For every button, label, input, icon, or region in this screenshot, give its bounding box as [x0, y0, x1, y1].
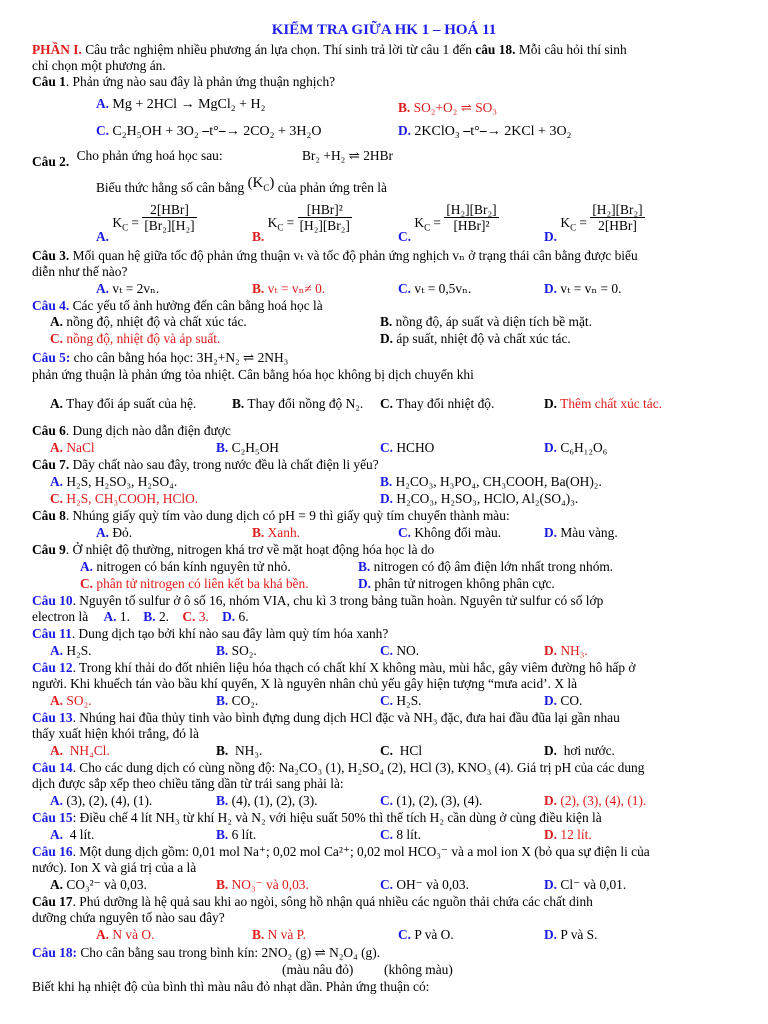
q4-stem: Các yếu tố ảnh hưởng đến cân bằng hoá học là — [69, 298, 323, 313]
letter: B. — [216, 440, 229, 455]
q11-option-d[interactable] — [544, 643, 588, 658]
option-text: (4), (1), (2), (3). — [231, 793, 318, 808]
option-text: H₂S, H₂SO₃, H₂SO₄. — [66, 474, 178, 489]
q1-option-a[interactable] — [96, 96, 266, 112]
question-7 — [32, 457, 379, 472]
kc-symbol: $(K_C)$ — [247, 175, 275, 193]
question-1 — [32, 74, 335, 89]
letter: D. — [544, 281, 558, 296]
q9-option-b[interactable] — [358, 559, 613, 574]
letter: C. — [380, 693, 394, 708]
letter: A. — [50, 743, 64, 758]
option-text: SO₂. — [231, 643, 257, 658]
q5-option-c[interactable] — [380, 396, 494, 411]
q6-option-c[interactable] — [380, 440, 434, 455]
option-text: hơi nước. — [563, 743, 615, 758]
q14-option-a[interactable] — [50, 793, 152, 808]
letter: A. — [50, 693, 64, 708]
option-text: 6 lít. — [231, 827, 257, 842]
letter: A. — [50, 827, 64, 842]
q10-stem: . Nguyên tố sulfur ở ô số 16, nhóm VIA, chu kì 3 trong bảng tuần hoàn. Nguyên tử sulfur có số lớp — [72, 593, 604, 608]
question-17 — [32, 894, 593, 909]
q7-option-b[interactable] — [380, 474, 602, 489]
q2-line2 — [96, 175, 387, 201]
option-text: P và O. — [414, 927, 454, 942]
option-text: phân tử nitrogen có liên kết ba khá bền. — [96, 576, 309, 591]
option-text: Thay đổi áp suất của hệ. — [66, 396, 197, 411]
option-text: 8 lít. — [396, 827, 421, 842]
letter: B. — [380, 474, 393, 489]
letter: B. — [252, 228, 265, 244]
option-text: 6. — [238, 609, 249, 624]
letter: A. — [50, 877, 64, 892]
q18-stem-2: Biết khi hạ nhiệt độ của bình thì màu nâu đỏ nhạt dần. Phản ứng thuận có: — [32, 979, 430, 994]
option-text: 1. — [119, 609, 130, 624]
fraction: $\frac{\text{[HBr]²}}{\text{[H₂][Br₂]}}$ — [299, 202, 350, 233]
option-text: Cl⁻ và 0,01. — [560, 877, 627, 892]
letter: A. — [80, 559, 94, 574]
question-2 — [32, 148, 223, 169]
letter: B. — [252, 927, 265, 942]
q4-option-a[interactable] — [50, 314, 247, 329]
question-4 — [32, 298, 323, 313]
q11-option-c[interactable] — [380, 643, 419, 658]
q4-option-c[interactable] — [50, 331, 220, 346]
letter: C. — [380, 440, 394, 455]
q10-line-2 — [32, 609, 249, 624]
q4-option-b[interactable] — [380, 314, 592, 329]
q14-option-d[interactable] — [544, 793, 646, 808]
letter: A. — [96, 927, 110, 942]
letter: D. — [544, 743, 558, 758]
q16-stem: . Một dung dịch gồm: 0,01 mol Na⁺; 0,02 mol Ca²⁺; 0,02 mol HCO₃⁻ và a mol ion X (bỏ qua sự điện li của — [72, 844, 650, 859]
fraction: $\frac{\text{[H₂][Br₂]}}{\text{2[HBr]}}$ — [592, 202, 643, 233]
kc-label: $K_C$ = — [267, 214, 295, 233]
letter: A. — [96, 228, 110, 244]
q6-option-d[interactable] — [544, 440, 607, 455]
question-12 — [32, 660, 635, 675]
q5-stem: cho cân bằng hóa học: 3H₂+N₂ ⇌ 2NH₃ — [70, 350, 289, 365]
q14-stem: . Cho các dung dịch có cùng nồng độ: Na₂CO₃ (1), H₂SO₄ (2), HCl (3), KNO₃ (4). Giá trị pH của các dung — [72, 760, 645, 775]
q2-equation: Br₂ +H₂ ⇌ 2HBr — [302, 148, 393, 163]
q3-stem: Mối quan hệ giữa tốc độ phản ứng thuận vₜ và tốc độ phản ứng nghịch vₙ ở trạng thái cân bằng được biểu — [69, 248, 638, 263]
letter: B. — [216, 877, 229, 892]
option-text: HCl — [399, 743, 423, 758]
option-text: NH₄Cl. — [69, 743, 110, 758]
q18-note-2: (không màu) — [384, 962, 453, 977]
letter: C. — [380, 793, 394, 808]
q10-option-a[interactable] — [104, 609, 130, 624]
option-text: H₂S. — [66, 643, 92, 658]
option-text: C₂H₅OH — [231, 440, 279, 455]
option-text: vₜ = vₙ = 0. — [560, 281, 622, 296]
q8-option-c[interactable] — [398, 525, 501, 540]
q15-option-d[interactable] — [544, 827, 592, 842]
letter: D. — [544, 525, 558, 540]
q5-stem-2: phản ứng thuận là phản ứng tỏa nhiệt. Cân bằng hóa học không bị dịch chuyển khi — [32, 367, 474, 382]
option-text: N và O. — [112, 927, 155, 942]
option-text: nồng độ, nhiệt độ và chất xúc tác. — [66, 314, 247, 329]
option-text: CO₃²⁻ và 0,03. — [66, 877, 147, 892]
option-text: Thay đổi nồng độ N₂. — [247, 396, 364, 411]
option-text: H₂S. — [396, 693, 422, 708]
letter: A. — [50, 793, 64, 808]
intro-text2: Mỗi câu hỏi thí sinh — [515, 42, 627, 57]
q4-option-d[interactable] — [380, 331, 571, 346]
q15-number: Câu 15 — [32, 810, 73, 825]
option-text: C₂H₅OH + 3O₂ ⎯t°⎯→ 2CO₂ + 3H₂O — [112, 124, 322, 139]
option-text: CO₂. — [231, 693, 259, 708]
q3-number: Câu 3. — [32, 248, 70, 263]
letter: D. — [398, 123, 412, 138]
letter: D. — [358, 576, 372, 591]
option-text: NH₃. — [560, 643, 588, 658]
option-text: áp suất, nhiệt độ và chất xúc tác. — [396, 331, 571, 346]
q11-option-a[interactable] — [50, 643, 92, 658]
q10-option-d[interactable] — [222, 609, 248, 624]
letter: A. — [50, 396, 64, 411]
q15-option-c[interactable] — [380, 827, 421, 842]
q4-number: Câu 4. — [32, 298, 70, 313]
letter: D. — [544, 228, 558, 244]
q12-option-d[interactable] — [544, 693, 582, 708]
option-text: Xanh. — [267, 525, 300, 540]
letter: B. — [216, 827, 229, 842]
letter: C. — [50, 491, 64, 506]
q14-option-c[interactable] — [380, 793, 482, 808]
q13-number: Câu 13 — [32, 710, 73, 725]
letter: D. — [544, 877, 558, 892]
option-text: CO. — [560, 693, 583, 708]
fraction: $\frac{\text{2[HBr]}}{\text{[Br₂][H₂]}}$ — [144, 202, 195, 233]
q18-stem: Cho cân bằng sau trong bình kín: 2NO₂ (g) ⇌ N₂O₄ (g). — [77, 945, 381, 960]
option-text: phân tử nitrogen không phân cực. — [374, 576, 555, 591]
option-text: vₜ = 2vₙ. — [112, 281, 160, 296]
question-15 — [32, 810, 602, 825]
q14-option-b[interactable] — [216, 793, 318, 808]
q7-option-c[interactable] — [50, 491, 198, 506]
q9-option-c[interactable] — [80, 576, 309, 591]
letter: D. — [222, 609, 236, 624]
q6-stem: . Dung dịch nào dẫn điện được — [65, 423, 231, 438]
q3-option-d[interactable] — [544, 281, 621, 296]
letter: A. — [103, 609, 117, 624]
letter: C. — [380, 877, 394, 892]
option-text: SO₂+O₂ ⇌ SO₃ — [413, 100, 498, 115]
q5-option-d[interactable] — [544, 396, 662, 411]
letter: A. — [50, 440, 64, 455]
q16-number: Câu 16 — [32, 844, 73, 859]
letter: B. — [232, 396, 245, 411]
option-text: C₆H₁₂O₆ — [560, 440, 608, 455]
letter: D. — [380, 491, 394, 506]
q17-stem: . Phú dưỡng là hệ quả sau khi ao ngòi, sông hồ nhận quá nhiều các nguồn thải chứa các chất dinh — [72, 894, 593, 909]
option-text: Thêm chất xúc tác. — [560, 396, 663, 411]
q2-option-c[interactable] — [398, 202, 499, 244]
q6-number: Câu 6 — [32, 423, 66, 438]
q16-option-c[interactable] — [380, 877, 469, 892]
q12-option-c[interactable] — [380, 693, 422, 708]
letter: A. — [50, 314, 64, 329]
question-5 — [32, 350, 288, 365]
q6-option-b[interactable] — [216, 440, 279, 455]
q13-option-d[interactable] — [544, 743, 615, 758]
q14-number: Câu 14 — [32, 760, 73, 775]
q13-stem-2: thấy xuất hiện khói trắng, đó là — [32, 726, 199, 741]
q2-text: Biểu thức hằng số cân bằng — [96, 180, 245, 195]
q6-option-a[interactable] — [50, 440, 95, 455]
option-text: 4 lít. — [69, 827, 95, 842]
letter: C. — [380, 743, 394, 758]
option-text: Màu vàng. — [560, 525, 618, 540]
q8-stem: . Nhúng giấy quỳ tím vào dung dịch có pH = 9 thì giấy quỳ tím chuyển thành màu: — [65, 508, 510, 523]
letter: C. — [398, 228, 412, 244]
q11-option-b[interactable] — [216, 643, 257, 658]
option-text: NaCl — [66, 440, 95, 455]
q2-number: Câu 2. — [32, 154, 70, 169]
q7-option-a[interactable] — [50, 474, 177, 489]
question-14 — [32, 760, 644, 775]
letter: A. — [96, 96, 110, 111]
option-text: NO₃⁻ và 0,03. — [231, 877, 309, 892]
q10-stem-2: electron là — [32, 609, 89, 624]
q2-stem: Cho phản ứng hoá học sau: — [76, 148, 223, 163]
question-10 — [32, 593, 603, 608]
q2-option-b[interactable] — [252, 202, 352, 244]
question-9 — [32, 542, 434, 557]
q10-option-c[interactable] — [182, 609, 208, 624]
q9-number: Câu 9 — [32, 542, 66, 557]
question-6 — [32, 423, 231, 438]
option-text: nồng độ, áp suất và diện tích bề mặt. — [395, 314, 592, 329]
q16-option-b[interactable] — [216, 877, 309, 892]
q13-option-b[interactable] — [216, 743, 262, 758]
q11-stem: . Dung dịch tạo bởi khí nào sau đây làm quỳ tím hóa xanh? — [71, 626, 389, 641]
q12-stem-2: người. Khi khuếch tán vào bầu khí quyển, X là nguyên nhân chủ yếu gây hiện tượng “mưa acid’. X là — [32, 676, 578, 691]
option-text: Thay đổi nhiệt độ. — [396, 396, 495, 411]
option-text: H₂CO₃, H₃PO₄, CH₃COOH, Ba(OH)₂. — [395, 474, 602, 489]
option-text: N và P. — [267, 927, 306, 942]
letter: D. — [544, 927, 558, 942]
q1-number: Câu 1 — [32, 74, 66, 89]
option-text: nitrogen có bán kính nguyên tử nhỏ. — [96, 559, 291, 574]
option-text: SO₂. — [66, 693, 92, 708]
option-text: NH₃. — [234, 743, 263, 758]
q8-option-a[interactable] — [96, 525, 132, 540]
q15-option-b[interactable] — [216, 827, 256, 842]
option-text: H₂CO₃, H₂SO₃, HClO, Al₂(SO₄)₃. — [396, 491, 579, 506]
option-text: 12 lít. — [560, 827, 592, 842]
letter: D. — [544, 793, 558, 808]
letter: C. — [50, 331, 64, 346]
q1-option-b[interactable] — [398, 100, 497, 115]
q3-option-c[interactable] — [398, 281, 471, 296]
option-text: H₂S, CH₃COOH, HClO. — [66, 491, 199, 506]
q16-stem-2: nước). Ion X và giá trị của a là — [32, 860, 197, 875]
letter: C. — [398, 281, 412, 296]
q3-stem-2: diễn như thế nào? — [32, 264, 128, 279]
q10-option-b[interactable] — [143, 609, 169, 624]
letter: C. — [398, 927, 412, 942]
q7-option-d[interactable] — [380, 491, 578, 506]
kc-label: $K_C$ = — [414, 214, 441, 233]
q8-option-b[interactable] — [252, 525, 300, 540]
fraction: $\frac{\text{[H₂][Br₂]}}{\text{[HBr]²}}$ — [446, 202, 497, 233]
q1-option-d[interactable] — [398, 123, 571, 139]
q13-option-c[interactable] — [380, 743, 422, 758]
q14-stem-2: dịch được sắp xếp theo chiều tăng dần từ trái sang phải là: — [32, 776, 344, 791]
option-text: NO. — [396, 643, 420, 658]
letter: C. — [96, 123, 110, 138]
option-text: Đỏ. — [112, 525, 133, 540]
intro-text: Câu trắc nghiệm nhiều phương án lựa chọn. Thí sinh trả lời từ câu 1 đến — [81, 42, 476, 57]
option-text: 2. — [158, 609, 169, 624]
q13-stem: . Nhúng hai đũa thủy tinh vào bình đựng dung dịch HCl đặc và NH₃ đặc, đưa hai đầu đũa lại gần nhau — [72, 710, 620, 725]
q2-option-d[interactable] — [544, 202, 645, 244]
letter: D. — [544, 827, 558, 842]
q12-option-b[interactable] — [216, 693, 258, 708]
kc-label: $K_C$ = — [560, 214, 587, 233]
letter: B. — [380, 314, 393, 329]
intro-bold: câu 18. — [475, 42, 516, 57]
q7-stem: Dãy chất nào sau đây, trong nước đều là chất điện li yếu? — [69, 457, 379, 472]
q9-option-a[interactable] — [80, 559, 291, 574]
option-text: HCHO — [396, 440, 435, 455]
letter: D. — [544, 693, 558, 708]
q18-note-1: (màu nâu đỏ) — [282, 962, 354, 977]
option-text: OH⁻ và 0,03. — [396, 877, 469, 892]
question-18 — [32, 945, 380, 960]
letter: C. — [398, 525, 412, 540]
letter: B. — [216, 793, 229, 808]
letter: C. — [80, 576, 94, 591]
q9-option-d[interactable] — [358, 576, 555, 591]
letter: C. — [380, 827, 394, 842]
option-text: (3), (2), (4), (1). — [66, 793, 153, 808]
kc-label: $K_C$ = — [112, 214, 139, 233]
question-16 — [32, 844, 650, 859]
page-title: KIỂM TRA GIỮA HK 1 – HOÁ 11 — [271, 22, 497, 38]
q10-number: Câu 10 — [32, 593, 73, 608]
q17-number: Câu 17 — [32, 894, 73, 909]
letter: B. — [216, 693, 229, 708]
option-text: (2), (3), (4), (1). — [560, 793, 647, 808]
letter: C. — [380, 396, 394, 411]
letter: D. — [380, 331, 394, 346]
q2-option-a[interactable] — [96, 202, 197, 244]
question-3 — [32, 248, 638, 263]
letter: D. — [544, 440, 558, 455]
q1-stem: . Phản ứng nào sau đây là phản ứng thuận nghịch? — [65, 74, 336, 89]
q5-option-a[interactable] — [50, 396, 196, 411]
option-text: nồng độ, nhiệt độ và áp suất. — [66, 331, 221, 346]
q3-option-b[interactable] — [252, 281, 325, 296]
letter: B. — [252, 525, 265, 540]
option-text: P và S. — [560, 927, 598, 942]
q17-option-d[interactable] — [544, 927, 597, 942]
q15-option-a[interactable] — [50, 827, 94, 842]
q17-option-a[interactable] — [96, 927, 154, 942]
q17-option-b[interactable] — [252, 927, 306, 942]
letter: A. — [96, 525, 110, 540]
letter: B. — [143, 609, 156, 624]
q8-number: Câu 8 — [32, 508, 66, 523]
q5-number: Câu 5: — [32, 350, 71, 365]
letter: A. — [50, 643, 64, 658]
q16-option-d[interactable] — [544, 877, 626, 892]
option-text: Mg + 2HCl → MgCl₂ + H₂ — [112, 97, 266, 112]
letter: B. — [398, 100, 411, 115]
q12-number: Câu 12 — [32, 660, 73, 675]
letter: B. — [252, 281, 265, 296]
option-text: Không đổi màu. — [414, 525, 502, 540]
letter: D. — [544, 643, 558, 658]
q17-option-c[interactable] — [398, 927, 454, 942]
option-text: vₜ = 0,5vₙ. — [414, 281, 472, 296]
question-8 — [32, 508, 510, 523]
q18-number: Câu 18: — [32, 945, 78, 960]
q15-stem: : Điều chế 4 lít NH₃ từ khí H₂ và N₂ với hiệu suất 50% thì thể tích H₂ cần dùng ở cùng điều kiện là — [72, 810, 602, 825]
letter: C. — [380, 643, 394, 658]
letter: B. — [358, 559, 371, 574]
option-text: vₜ = vₙ≠ 0. — [267, 281, 326, 296]
q2-text2: của phản ứng trên là — [277, 180, 387, 195]
letter: D. — [544, 396, 558, 411]
q5-option-b[interactable] — [232, 396, 363, 411]
option-text: nitrogen có độ âm điện lớn nhất trong nhóm. — [373, 559, 614, 574]
q12-option-a[interactable] — [50, 693, 92, 708]
intro-line — [32, 42, 627, 57]
letter: C. — [182, 609, 196, 624]
letter: B. — [216, 743, 229, 758]
q1-option-c[interactable] — [96, 123, 322, 139]
q3-option-a[interactable] — [96, 281, 159, 296]
q9-stem: . Ở nhiệt độ thường, nitrogen khá trơ về mặt hoạt động hóa học là do — [65, 542, 435, 557]
letter: B. — [216, 643, 229, 658]
option-text: 2KClO₃ ⎯t°⎯→ 2KCl + 3O₂ — [414, 124, 572, 139]
q8-option-d[interactable] — [544, 525, 618, 540]
q7-number: Câu 7. — [32, 457, 70, 472]
option-text: (1), (2), (3), (4). — [396, 793, 483, 808]
intro-line-2: chỉ chọn một phương án. — [32, 58, 166, 73]
letter: A. — [96, 281, 110, 296]
q13-option-a[interactable] — [50, 743, 110, 758]
q17-stem-2: dưỡng chứa nguyên tố nào sau đây? — [32, 910, 225, 925]
option-text: 3. — [198, 609, 209, 624]
q16-option-a[interactable] — [50, 877, 147, 892]
q11-number: Câu 11 — [32, 626, 72, 641]
letter: A. — [50, 474, 64, 489]
q12-stem: . Trong khí thải do đốt nhiên liệu hóa thạch có chất khí X không màu, mùi hắc, gây viêm đường hô hấp ở — [72, 660, 636, 675]
part-label: PHẦN I. — [32, 42, 82, 57]
question-13 — [32, 710, 620, 725]
question-11 — [32, 626, 388, 641]
